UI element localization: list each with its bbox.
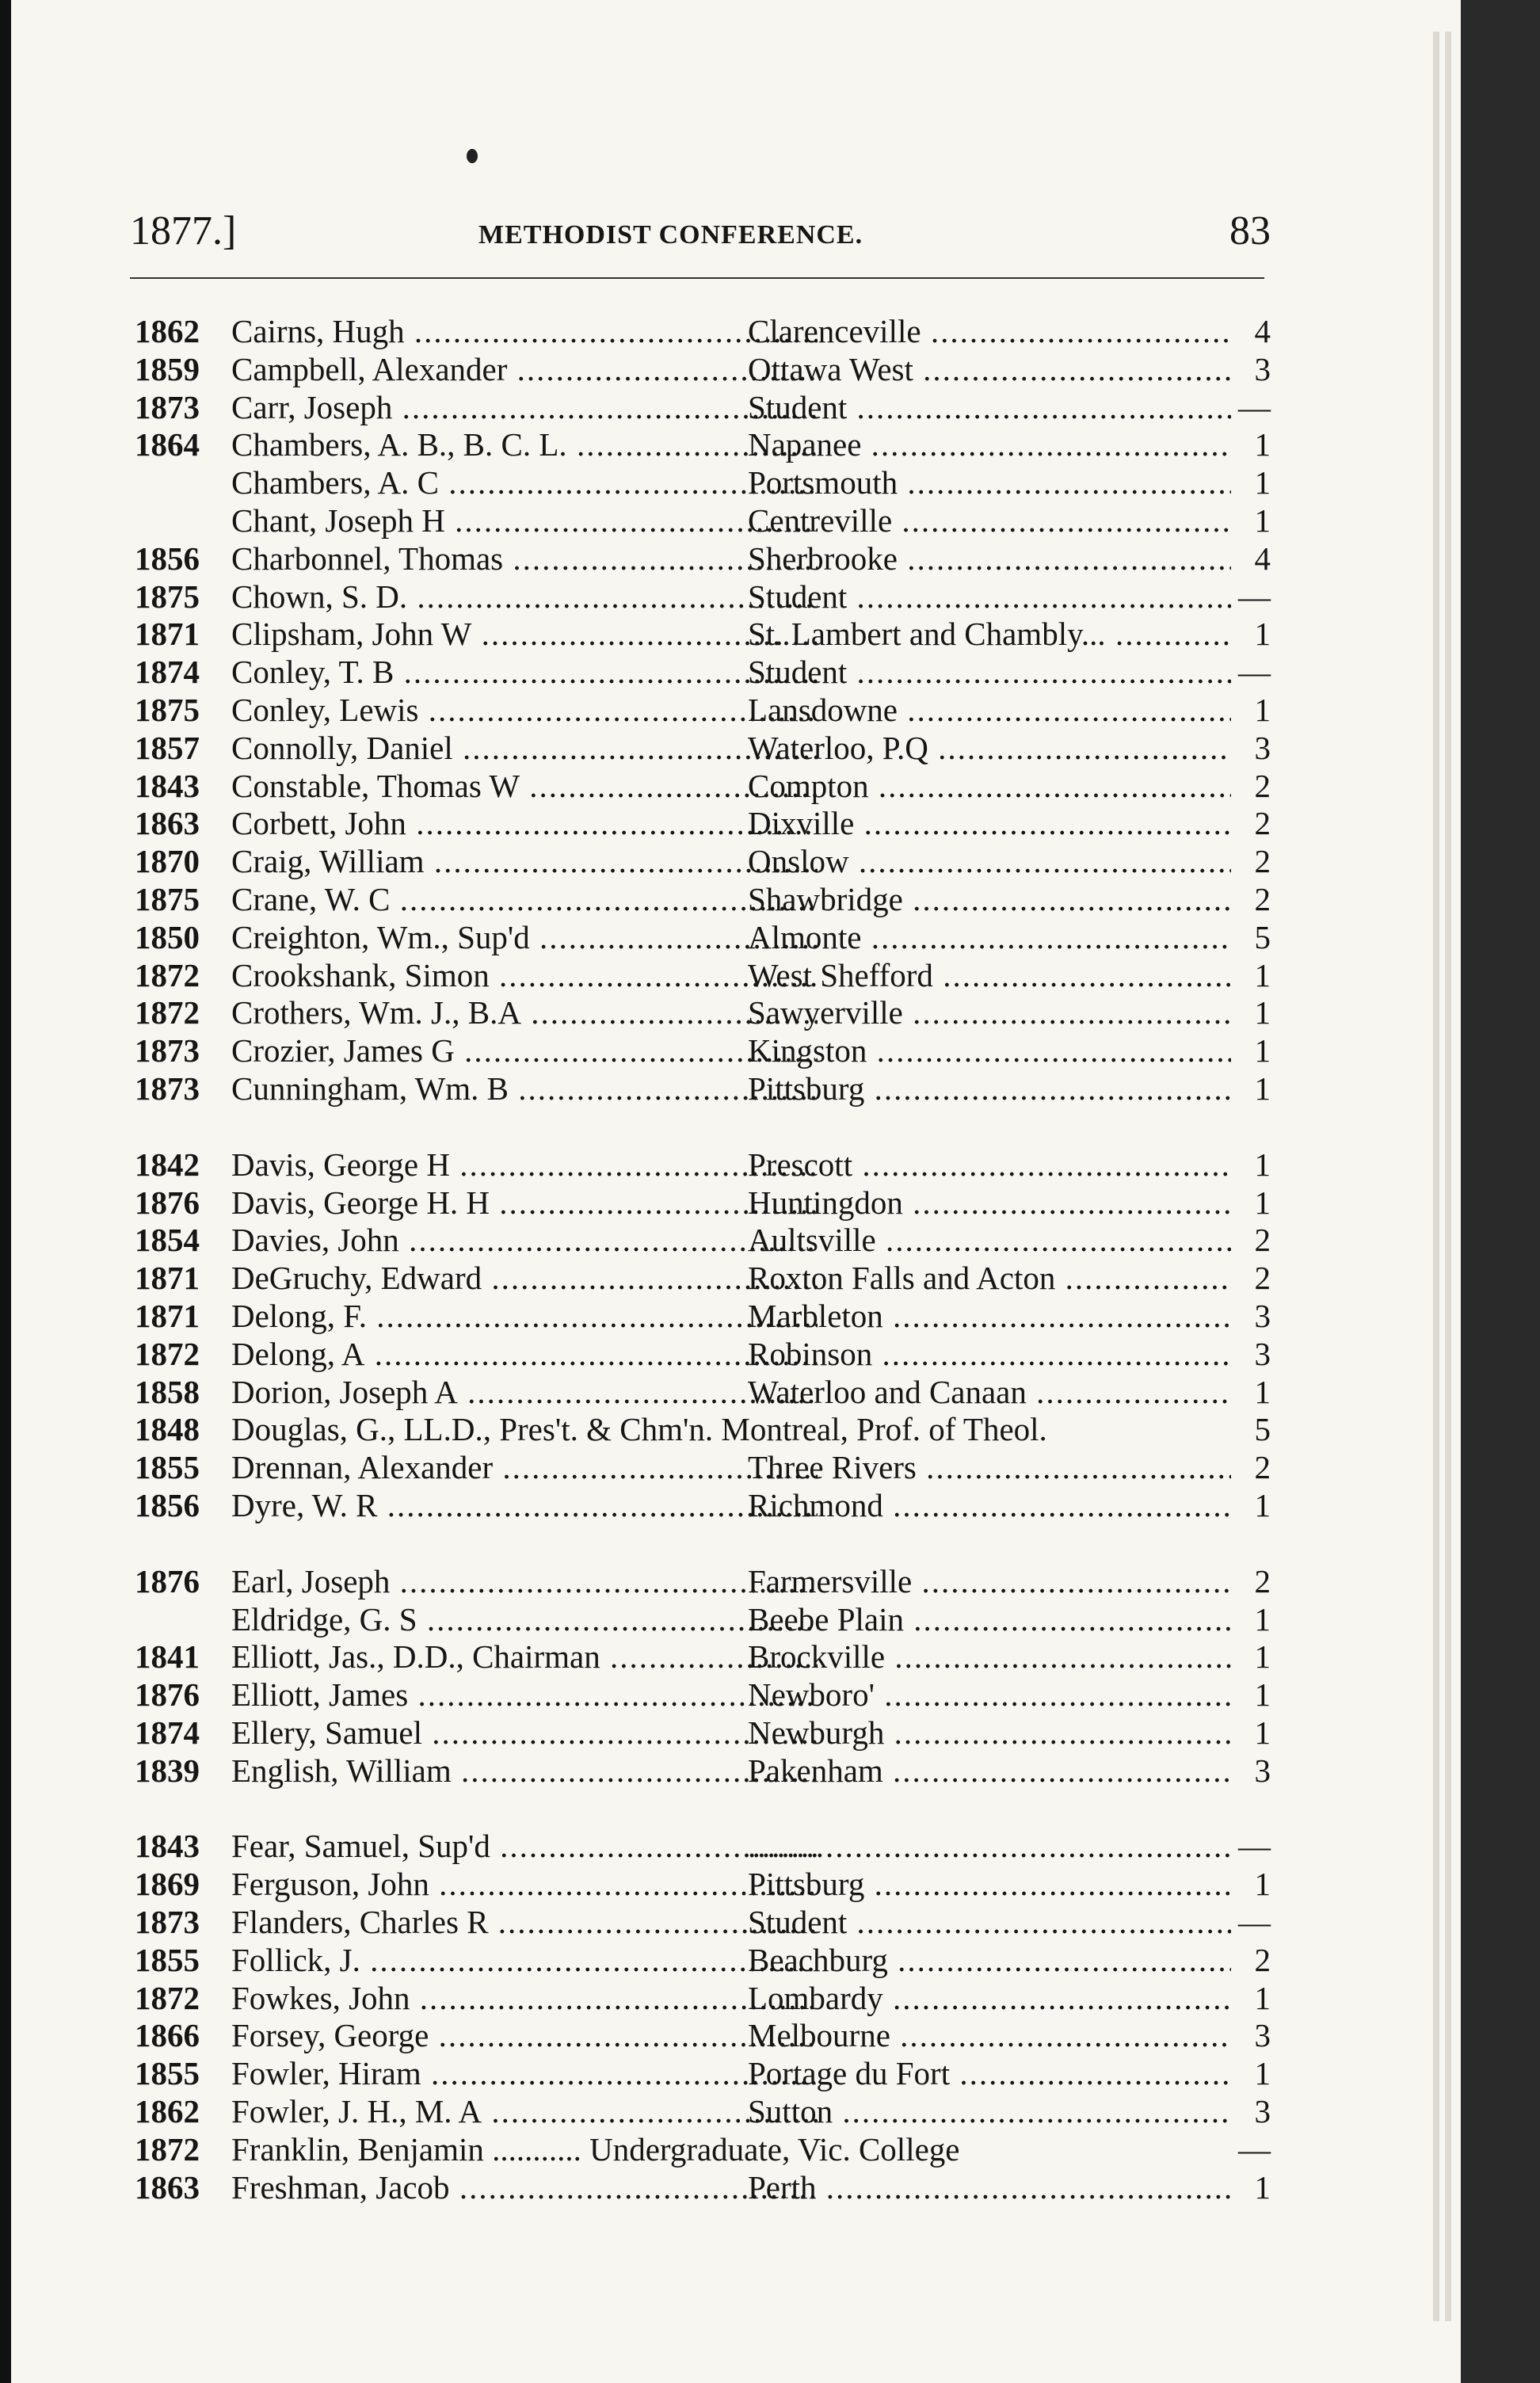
entry-count: 3 bbox=[1254, 1752, 1271, 1789]
entry-name: Fowler, J. H., M. A ..... bbox=[231, 2093, 818, 2131]
page-edge bbox=[1445, 32, 1451, 2321]
entry-year: 1863 bbox=[135, 805, 200, 842]
entry-station: Sutton ..... bbox=[748, 2093, 1231, 2131]
entry-name: Corbett, John ..... bbox=[231, 805, 818, 843]
entry-year: 1873 bbox=[135, 1069, 200, 1107]
list-item bbox=[114, 1184, 1271, 1222]
entry-station: Portage du Fort ..... bbox=[748, 2055, 1231, 2093]
list-item bbox=[114, 1487, 1271, 1525]
entry-count: 1 bbox=[1254, 1146, 1271, 1183]
entry-count: 2 bbox=[1254, 1562, 1271, 1599]
entry-station: Aultsville ..... bbox=[748, 1222, 1231, 1260]
entry-name: Fowler, Hiram ..... bbox=[231, 2055, 818, 2093]
entry-station: Compton ..... bbox=[748, 768, 1231, 806]
list-item bbox=[114, 1222, 1271, 1260]
entry-station: Huntingdon ..... bbox=[748, 1184, 1231, 1222]
entry-year: 1876 bbox=[135, 1562, 200, 1599]
entry-count: 2 bbox=[1254, 880, 1271, 917]
letter-group bbox=[114, 1563, 1271, 1790]
entry-year: 1863 bbox=[135, 2168, 200, 2206]
entry-count: 3 bbox=[1254, 2093, 1271, 2130]
entry-year: 1866 bbox=[135, 2017, 200, 2054]
entry-count: 1 bbox=[1254, 1979, 1271, 2016]
entry-count: 1 bbox=[1254, 2168, 1271, 2206]
entry-text: Franklin, Benjamin ........... Undergraduate, Vic. College bbox=[231, 2130, 960, 2168]
entry-year: 1873 bbox=[135, 1032, 200, 1069]
entry-count: 1 bbox=[1254, 616, 1271, 653]
entry-count: — bbox=[1238, 388, 1271, 425]
entry-station: Beebe Plain ..... bbox=[748, 1601, 1231, 1639]
list-item bbox=[114, 692, 1271, 730]
list-item bbox=[114, 805, 1271, 843]
entry-count: 3 bbox=[1254, 2017, 1271, 2054]
entry-name: Davies, John ..... bbox=[231, 1222, 818, 1260]
list-item bbox=[114, 1752, 1271, 1790]
entry-count: 1 bbox=[1254, 1714, 1271, 1751]
list-item bbox=[114, 994, 1271, 1032]
entry-name: Davis, George H. H ..... bbox=[231, 1184, 818, 1222]
list-item bbox=[114, 1260, 1271, 1298]
list-item bbox=[114, 2017, 1271, 2055]
entry-year: 1872 bbox=[135, 1979, 200, 2016]
entry-station: Ottawa West ..... bbox=[748, 351, 1231, 389]
entry-name: Fear, Samuel, Sup'd ..... bbox=[231, 1828, 818, 1866]
entry-station: Napanee ..... bbox=[748, 426, 1231, 464]
list-item bbox=[114, 1374, 1271, 1412]
entry-name: Constable, Thomas W ..... bbox=[231, 768, 818, 806]
list-item bbox=[114, 1828, 1271, 1866]
list-item bbox=[114, 389, 1271, 427]
entry-station: Melbourne ..... bbox=[748, 2017, 1231, 2055]
list-item bbox=[114, 1904, 1271, 1942]
entry-name: Conley, T. B ..... bbox=[231, 654, 818, 692]
list-item bbox=[114, 919, 1271, 957]
entry-station: Dixville ..... bbox=[748, 805, 1231, 843]
entry-name: Elliott, Jas., D.D., Chairman ..... bbox=[231, 1638, 818, 1676]
entry-year: 1850 bbox=[135, 918, 200, 955]
list-item bbox=[114, 1638, 1271, 1676]
entry-year: 1856 bbox=[135, 540, 200, 577]
entry-count: — bbox=[1238, 578, 1271, 615]
entry-year: 1854 bbox=[135, 1222, 200, 1259]
letter-group bbox=[114, 1828, 1271, 2206]
entry-count: — bbox=[1238, 654, 1271, 691]
entry-year: 1871 bbox=[135, 1297, 200, 1334]
entry-name: Dyre, W. R ..... bbox=[231, 1487, 818, 1525]
entry-count: — bbox=[1238, 1828, 1271, 1865]
entry-count: 2 bbox=[1254, 805, 1271, 842]
list-item bbox=[114, 502, 1271, 540]
entry-station: Portsmouth ..... bbox=[748, 464, 1231, 502]
entry-station: Newboro' ..... bbox=[748, 1676, 1231, 1714]
entry-count: 1 bbox=[1254, 956, 1271, 993]
list-item bbox=[114, 957, 1271, 995]
entry-name: Charbonnel, Thomas ..... bbox=[231, 540, 818, 578]
entry-name: Cunningham, Wm. B ..... bbox=[231, 1070, 818, 1108]
page-number: 83 bbox=[1229, 208, 1271, 254]
page-edge bbox=[1433, 32, 1439, 2321]
entry-name: Crane, W. C ..... bbox=[231, 881, 818, 919]
list-item bbox=[114, 1298, 1271, 1336]
list-item bbox=[114, 1411, 1271, 1449]
entry-count: 5 bbox=[1254, 1411, 1271, 1448]
entry-count: 4 bbox=[1254, 540, 1271, 577]
entry-station: Centreville ..... bbox=[748, 502, 1231, 540]
entry-year: 1873 bbox=[135, 1904, 200, 1941]
entry-name: Chant, Joseph H ..... bbox=[231, 502, 818, 540]
entry-name: Crozier, James G ..... bbox=[231, 1032, 818, 1070]
entry-station: Brockville ..... bbox=[748, 1638, 1231, 1676]
entry-year: 1875 bbox=[135, 880, 200, 917]
entry-year: 1864 bbox=[135, 426, 200, 463]
list-item bbox=[114, 426, 1271, 464]
entry-year: 1874 bbox=[135, 1714, 200, 1751]
entry-name: Follick, J. ..... bbox=[231, 1942, 818, 1980]
entry-count: 2 bbox=[1254, 1260, 1271, 1297]
entry-station: Shawbridge ..... bbox=[748, 881, 1231, 919]
entry-name: DeGruchy, Edward ..... bbox=[231, 1260, 818, 1298]
list-item bbox=[114, 1601, 1271, 1639]
entry-station: Student ..... bbox=[748, 654, 1231, 692]
entry-station: Student ..... bbox=[748, 1904, 1231, 1942]
entry-name: Flanders, Charles R ..... bbox=[231, 1904, 818, 1942]
entry-name: Crookshank, Simon ..... bbox=[231, 957, 818, 995]
header-rule bbox=[130, 277, 1264, 279]
entry-count: — bbox=[1238, 1904, 1271, 1941]
entry-count: 2 bbox=[1254, 1449, 1271, 1486]
entry-year: 1871 bbox=[135, 1260, 200, 1297]
entry-station: Lombardy ..... bbox=[748, 1980, 1231, 2018]
entry-count: 2 bbox=[1254, 767, 1271, 804]
list-item bbox=[114, 1980, 1271, 2018]
page-title: METHODIST CONFERENCE. bbox=[478, 220, 863, 250]
entry-station: Sherbrooke ..... bbox=[748, 540, 1231, 578]
entry-name: Elliott, James ..... bbox=[231, 1676, 818, 1714]
entry-count: 2 bbox=[1254, 1222, 1271, 1259]
entry-year: 1848 bbox=[135, 1411, 200, 1448]
entry-name: Connolly, Daniel ..... bbox=[231, 730, 818, 768]
entry-name: Freshman, Jacob ..... bbox=[231, 2169, 818, 2207]
entry-count: 1 bbox=[1254, 426, 1271, 463]
entry-station: Robinson ..... bbox=[748, 1336, 1231, 1374]
entry-name: Delong, F. ..... bbox=[231, 1298, 818, 1336]
entry-count: 1 bbox=[1254, 1486, 1271, 1523]
entry-year: 1855 bbox=[135, 1941, 200, 1978]
entry-text: Douglas, G., LL.D., Pres't. & Chm'n. Montreal, Prof. of Theol. bbox=[231, 1411, 1047, 1448]
entry-station: Student ..... bbox=[748, 389, 1231, 427]
entry-name: Craig, William ..... bbox=[231, 843, 818, 881]
entry-year: 1858 bbox=[135, 1373, 200, 1410]
letter-group bbox=[114, 313, 1271, 1108]
entry-year: 1839 bbox=[135, 1752, 200, 1789]
entry-count: 2 bbox=[1254, 843, 1271, 880]
list-item bbox=[114, 881, 1271, 919]
entry-year: 1862 bbox=[135, 313, 200, 349]
entry-count: 5 bbox=[1254, 918, 1271, 955]
entry-count: 3 bbox=[1254, 1335, 1271, 1372]
entry-year: 1875 bbox=[135, 578, 200, 615]
entry-station: Waterloo, P.Q ..... bbox=[748, 730, 1231, 768]
entry-year: 1862 bbox=[135, 2093, 200, 2130]
entry-name: Forsey, George ..... bbox=[231, 2017, 818, 2055]
entry-name: Campbell, Alexander ..... bbox=[231, 351, 818, 389]
entry-station: Almonte ..... bbox=[748, 919, 1231, 957]
entry-name: English, William ..... bbox=[231, 1752, 818, 1790]
entry-year: 1876 bbox=[135, 1676, 200, 1714]
entry-count: 1 bbox=[1254, 1600, 1271, 1638]
entry-station: St. Lambert and Chambly... ..... bbox=[748, 616, 1231, 654]
entry-count: 3 bbox=[1254, 1297, 1271, 1334]
ink-mark bbox=[467, 149, 478, 163]
entry-count: 1 bbox=[1254, 1184, 1271, 1221]
entry-year: 1855 bbox=[135, 2055, 200, 2092]
entry-name: Clipsham, John W ..... bbox=[231, 616, 818, 654]
entry-name: Conley, Lewis ..... bbox=[231, 692, 818, 730]
entry-year: 1874 bbox=[135, 654, 200, 691]
list-item bbox=[114, 1146, 1271, 1184]
list-item bbox=[114, 1714, 1271, 1752]
entry-year: 1869 bbox=[135, 1866, 200, 1903]
page bbox=[11, 0, 1461, 2383]
entry-station: Pittsburg ..... bbox=[748, 1866, 1231, 1904]
entry-count: — bbox=[1238, 2130, 1271, 2168]
entry-station: Clarenceville ..... bbox=[748, 313, 1231, 351]
entry-count: 1 bbox=[1254, 1866, 1271, 1903]
entry-year: 1843 bbox=[135, 1828, 200, 1865]
list-item bbox=[114, 1942, 1271, 1980]
list-item bbox=[114, 654, 1271, 692]
entry-station: West Shefford ..... bbox=[748, 957, 1231, 995]
list-item bbox=[114, 1563, 1271, 1601]
entry-station: Prescott ..... bbox=[748, 1146, 1231, 1184]
list-item bbox=[114, 2055, 1271, 2093]
list-item bbox=[114, 1866, 1271, 1904]
entry-station bbox=[748, 1828, 1231, 1866]
entry-year: 1871 bbox=[135, 616, 200, 653]
entry-year: 1843 bbox=[135, 767, 200, 804]
entry-count: 1 bbox=[1254, 691, 1271, 728]
list-item bbox=[114, 768, 1271, 806]
entry-name: Chambers, A. B., B. C. L. ..... bbox=[231, 426, 818, 464]
entry-station: Waterloo and Canaan ..... bbox=[748, 1374, 1231, 1412]
entry-year: 1842 bbox=[135, 1146, 200, 1183]
entry-name: Ferguson, John ..... bbox=[231, 1866, 818, 1904]
entry-station: Marbleton ..... bbox=[748, 1298, 1231, 1336]
list-item bbox=[114, 730, 1271, 768]
entry-station: Newburgh ..... bbox=[748, 1714, 1231, 1752]
entry-year: 1870 bbox=[135, 843, 200, 880]
entry-station: Student ..... bbox=[748, 578, 1231, 616]
list-item bbox=[114, 578, 1271, 616]
list-item bbox=[114, 540, 1271, 578]
entry-name: Chown, S. D. ..... bbox=[231, 578, 818, 616]
entry-year: 1856 bbox=[135, 1486, 200, 1523]
entry-count: 1 bbox=[1254, 2055, 1271, 2092]
entry-year: 1875 bbox=[135, 691, 200, 728]
entry-count: 1 bbox=[1254, 501, 1271, 539]
entry-station: Pittsburg ..... bbox=[748, 1070, 1231, 1108]
letter-group bbox=[114, 1146, 1271, 1525]
entry-count: 1 bbox=[1254, 1373, 1271, 1410]
entry-station: Onslow ..... bbox=[748, 843, 1231, 881]
entry-station: Perth ..... bbox=[748, 2169, 1231, 2207]
entry-station: Pakenham ..... bbox=[748, 1752, 1231, 1790]
entry-name: Cairns, Hugh ..... bbox=[231, 313, 818, 351]
entry-year: 1841 bbox=[135, 1638, 200, 1676]
header-year: 1877.] bbox=[130, 208, 237, 254]
entry-count: 4 bbox=[1254, 313, 1271, 349]
entry-station: Sawyerville ..... bbox=[748, 994, 1231, 1032]
list-item bbox=[114, 1676, 1271, 1714]
entry-count: 1 bbox=[1254, 1676, 1271, 1714]
list-item bbox=[114, 2131, 1271, 2169]
entry-count: 1 bbox=[1254, 1069, 1271, 1107]
book-binding-edge bbox=[0, 0, 11, 2383]
entry-station: Richmond ..... bbox=[748, 1487, 1231, 1525]
entry-station: Three Rivers ..... bbox=[748, 1449, 1231, 1487]
entry-station: Kingston ..... bbox=[748, 1032, 1231, 1070]
entry-count: 1 bbox=[1254, 994, 1271, 1031]
entry-year: 1872 bbox=[135, 2130, 200, 2168]
entry-year: 1876 bbox=[135, 1184, 200, 1221]
entry-name: Ellery, Samuel ..... bbox=[231, 1714, 818, 1752]
minister-list bbox=[114, 313, 1271, 2244]
entry-name: Eldridge, G. S ..... bbox=[231, 1601, 818, 1639]
list-item bbox=[114, 1032, 1271, 1070]
list-item bbox=[114, 1336, 1271, 1374]
entry-count: 3 bbox=[1254, 729, 1271, 766]
entry-name: Carr, Joseph ..... bbox=[231, 389, 818, 427]
list-item bbox=[114, 843, 1271, 881]
entry-station: Roxton Falls and Acton ..... bbox=[748, 1260, 1231, 1298]
entry-count: 2 bbox=[1254, 1941, 1271, 1978]
entry-count: 1 bbox=[1254, 1032, 1271, 1069]
entry-year: 1855 bbox=[135, 1449, 200, 1486]
entry-year: 1872 bbox=[135, 1335, 200, 1372]
entry-station: Beachburg ..... bbox=[748, 1942, 1231, 1980]
entry-name: Crothers, Wm. J., B.A ..... bbox=[231, 994, 818, 1032]
entry-year: 1872 bbox=[135, 994, 200, 1031]
entry-year: 1857 bbox=[135, 729, 200, 766]
entry-station: Lansdowne ..... bbox=[748, 692, 1231, 730]
entry-year: 1873 bbox=[135, 388, 200, 425]
entry-name: Delong, A ..... bbox=[231, 1336, 818, 1374]
list-item bbox=[114, 1449, 1271, 1487]
entry-count: 1 bbox=[1254, 464, 1271, 501]
entry-name: Davis, George H ..... bbox=[231, 1146, 818, 1184]
entry-name: Creighton, Wm., Sup'd ..... bbox=[231, 919, 818, 957]
entry-station: Farmersville ..... bbox=[748, 1563, 1231, 1601]
entry-name: Chambers, A. C ..... bbox=[231, 464, 818, 502]
entry-name: Drennan, Alexander ..... bbox=[231, 1449, 818, 1487]
list-item bbox=[114, 616, 1271, 654]
list-item bbox=[114, 2169, 1271, 2207]
list-item bbox=[114, 2093, 1271, 2131]
entry-name: Dorion, Joseph A ..... bbox=[231, 1374, 818, 1412]
entry-count: 3 bbox=[1254, 350, 1271, 387]
entry-year: 1859 bbox=[135, 350, 200, 387]
running-head bbox=[130, 208, 1271, 263]
entry-name: Earl, Joseph ..... bbox=[231, 1563, 818, 1601]
entry-name: Fowkes, John ..... bbox=[231, 1980, 818, 2018]
list-item bbox=[114, 1070, 1271, 1108]
list-item bbox=[114, 464, 1271, 502]
entry-count: 1 bbox=[1254, 1638, 1271, 1676]
list-item bbox=[114, 313, 1271, 351]
entry-year: 1872 bbox=[135, 956, 200, 993]
list-item bbox=[114, 351, 1271, 389]
